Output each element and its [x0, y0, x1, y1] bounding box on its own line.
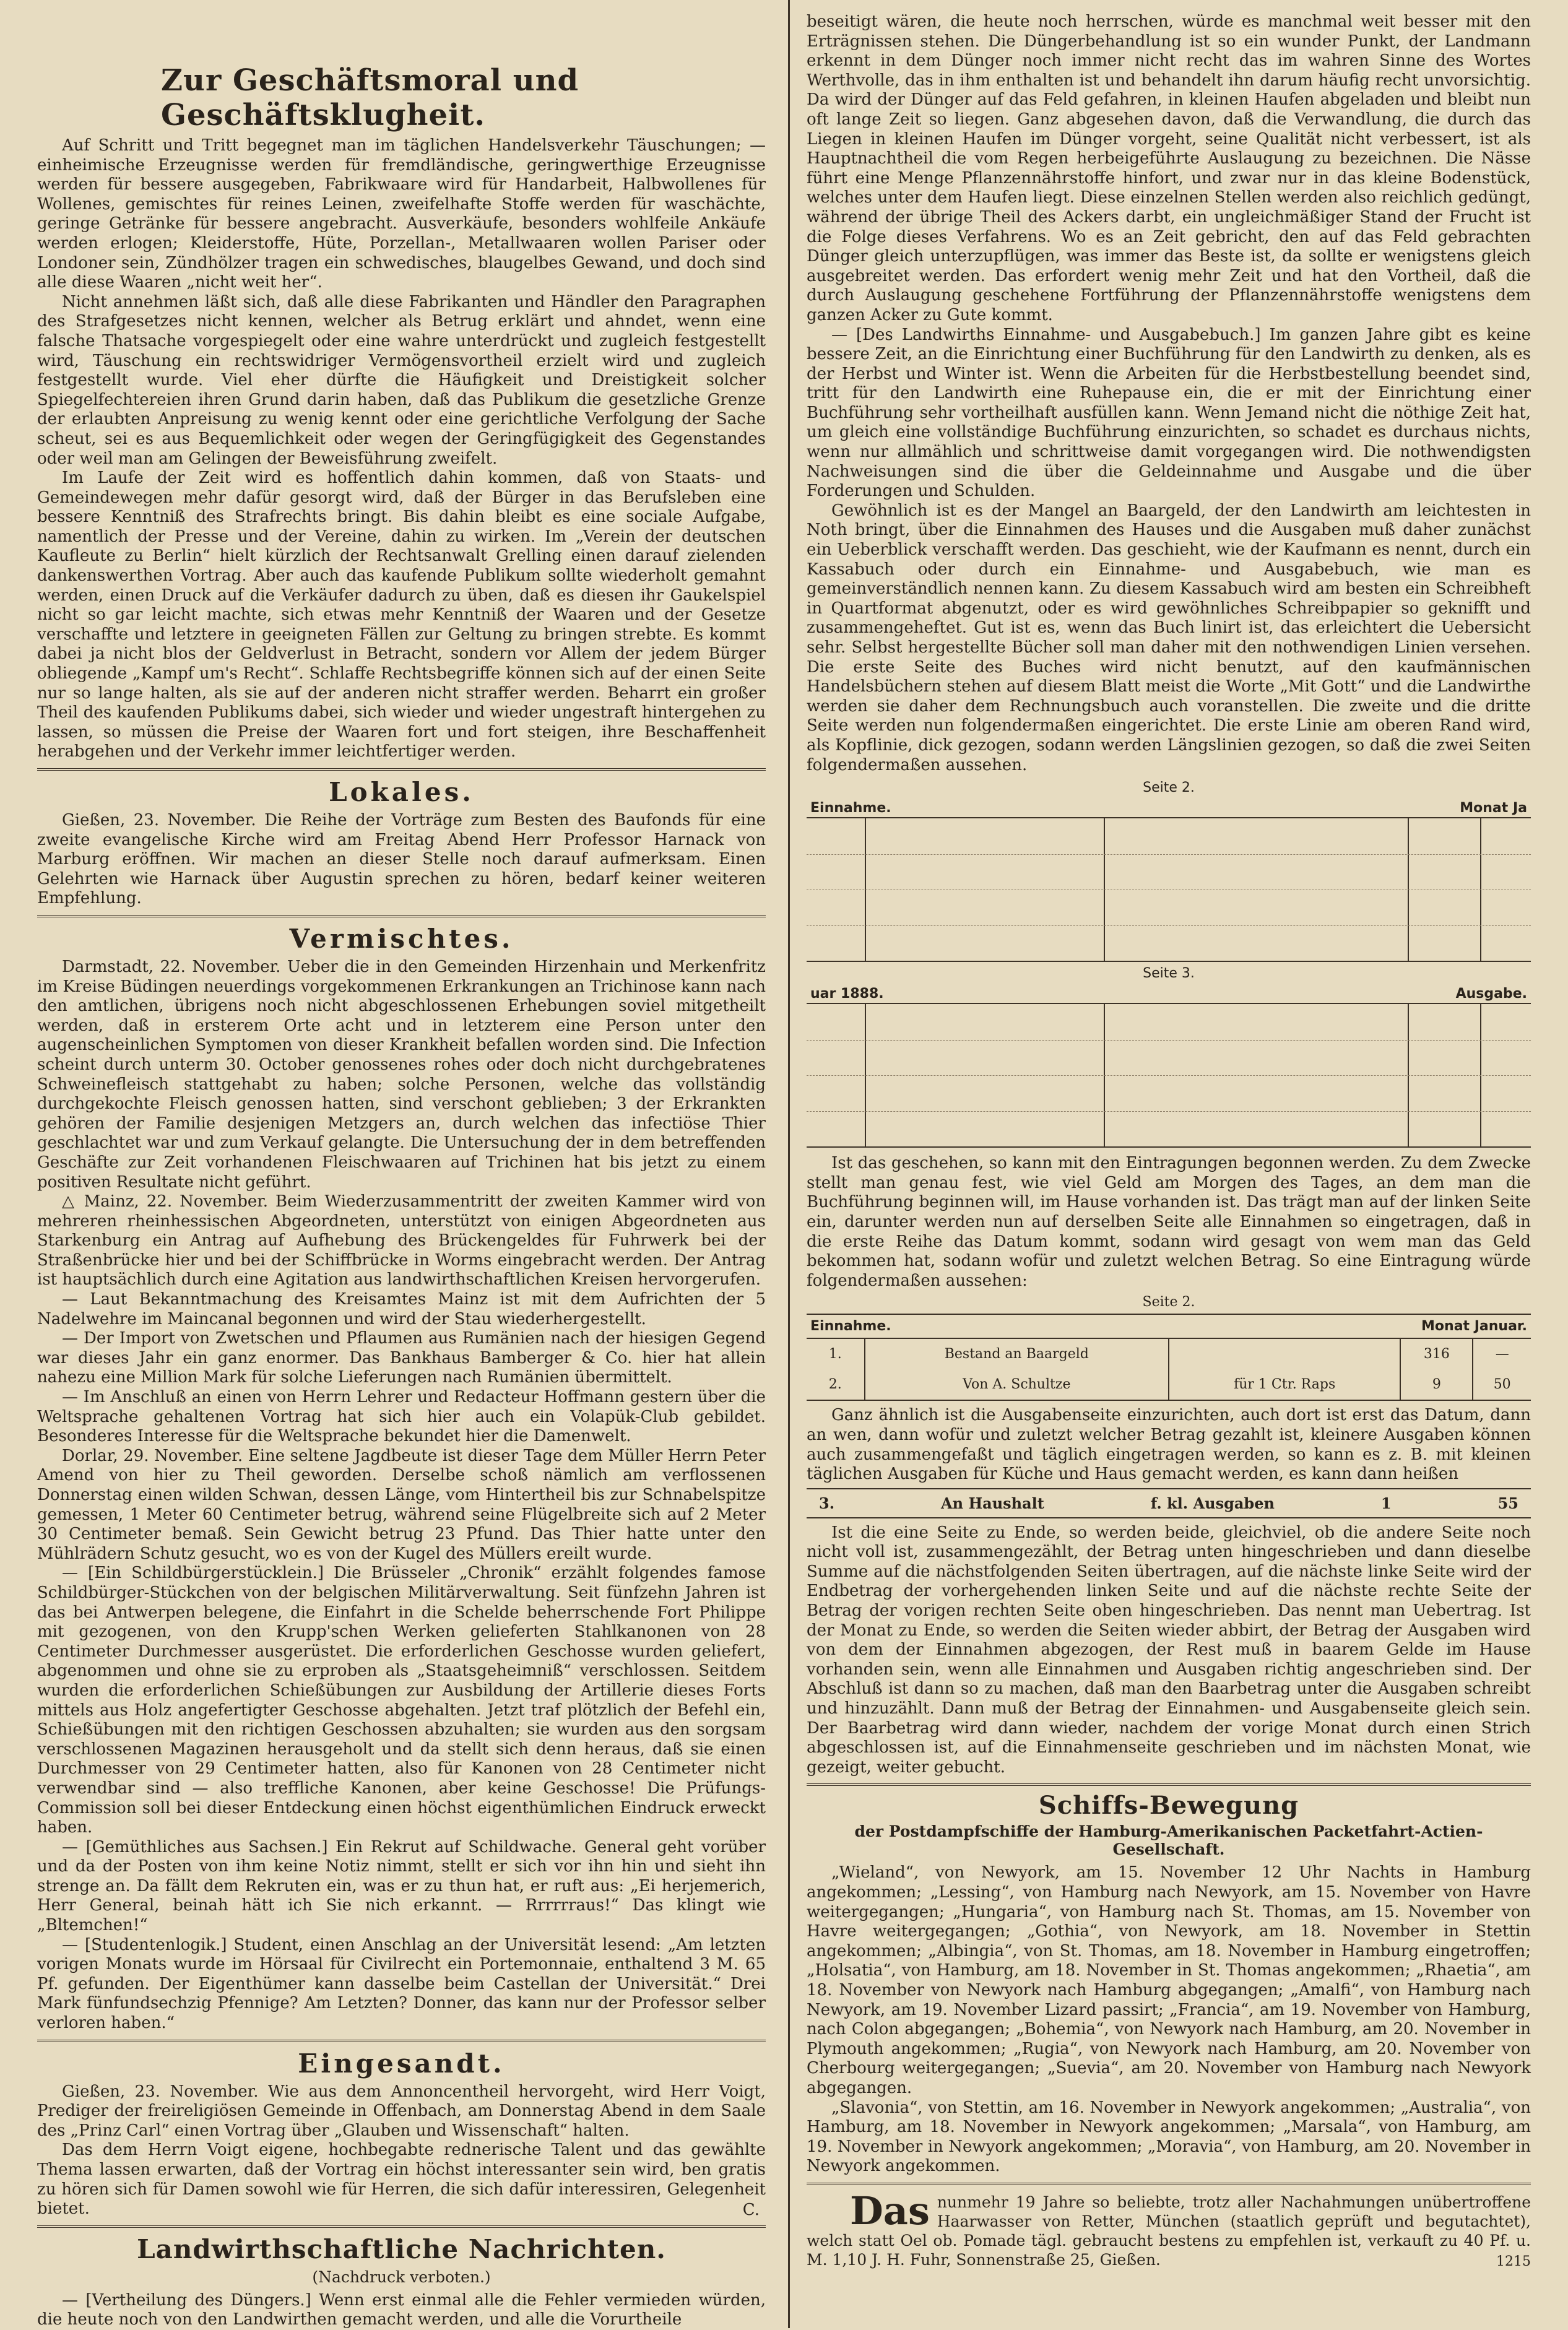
author-signature: C. — [742, 2200, 760, 2219]
article-paragraph: — [Gemüthliches aus Sachsen.] Ein Rekrut auf Schildwache. General geht vorüber und da der Posten von ihm keine Notiz nimmt, stellt er sich vor ihn hin und sieht ihn strenge an. Da fällt dem Rekruten ein, was er zu thun hat, er ruft aus: „Ei herjemerich, Herr General, beinah hätt ich Sie nich erkannt. — Rrrrrraus!“ Das klingt wie „Bltemchen!“ — [37, 1837, 766, 1935]
section-title-lokales: Lokales. — [329, 777, 474, 807]
table-row — [807, 1369, 1531, 1400]
ledger-caption: Seite 2. — [1143, 780, 1195, 796]
right-column — [795, 0, 1568, 2328]
article-paragraph: Das dem Herrn Voigt eigene, hochbegabte rednerische Talent und das gewählte Thema lassen erwarten, daß der Vortrag ein höchst interessanter sein wird, ben gratis zu hören sich für Damen sowohl wie für Herren, die sich dafür interessiren, Gelegenheit bietet. — [37, 2141, 766, 2219]
income-entry-table — [807, 1314, 1531, 1401]
entry-number: 3. — [819, 1494, 835, 1512]
article-paragraph: Gewöhnlich ist es der Mangel an Baargeld, der den Landwirth am leichtesten in Noth bringt, über die Einnahmen des Hauses und die Ausgaben muß daher zunächst ein Ueberblick verschafft werden. Das geschieht, wie der Kaufmann es nennt, durch ein Kassabuch oder durch ein Einnahme- und Ausgabebuch, wie man es gemeinverständlich nennen kann. Zu diesem Kassabuch wird am besten ein Schreibheft in Quartformat abgenutzt, oder es wird gewöhnliches Schreibpapier so geknifft und zusammengeheftet. Gut ist es, wenn das Buch linirt ist, das erleichtert die Uebersicht sehr. Selbst hergestellte Bücher soll man daher mit den nothwendigen Linien versehen. Die erste Seite des Buches wird nicht benutzt, auf den kaufmännischen Handelsbüchern stehen auf diesem Blatt meist die Worte „Mit Gott“ und die Landwirthe werden sie daher dem Rechnungsbuch auch voranstellen. Die zweite und die dritte Seite werden nun folgendermaßen eingerichtet. Die erste Linie am oberen Rand wird, als Kopflinie, dick gezogen, sodann werden Längslinien gezogen, so daß die zwei Seiten folgendermaßen aussehen. — [807, 501, 1531, 774]
article-title-business-morals: Zur Geschäftsmoral und Geschäftsklugheit. — [161, 63, 579, 132]
article-paragraph: „Wieland“, von Newyork, am 15. November 12 Uhr Nachts in Hamburg angekommen; „Lessing“, von Hamburg nach Newyork, am 15. November von Havre weitergegangen; „Hungaria“, von Hamburg nach St. Thomas, am 15. November von Havre weitergegangen; „Gothia“, von Newyork, am 18. November in Stettin angekommen; „Albingia“, von St. Thomas, am 18. November in Hamburg eingetroffen; „Holsatia“, von Hamburg, am 18. November in St. Thomas angekommen; „Rhaetia“, am 18. November von Newyork nach Hamburg abgegangen; „Amalfi“, von Hamburg nach Newyork, am 19. November Lizard passirt; „Francia“, am 19. November von Hamburg, nach Colon abgegangen; „Bohemia“, von Newyork nach Hamburg, am 20. November in Plymouth angekommen; „Rugia“, von Newyork nach Hamburg, am 20. November von Cherbourg weitergegangen; „Suevia“, am 20. November von Hamburg nach Newyork abgegangen. — [807, 1863, 1531, 2097]
article-paragraph: Nicht annehmen läßt sich, daß alle diese Fabrikanten und Händler den Paragraphen des Strafgesetzes nicht kennen, welcher als Betrug erklärt und ahndet, wenn eine falsche Thatsache vorgespiegelt oder eine wahre unterdrückt und zugleich festgestellt wird, Täuschung ein rechtswidriger Vermögensvortheil erzielt wird und zugleich festgestellt wurde. Viel eher dürfte die Häufigkeit und Dreistigkeit solcher Spiegelfechtereien ihren Grund darin haben, daß das Publikum die gesetzliche Grenze der erlaubten Anpreisung zu wenig kennt oder eine gerichtliche Verfolgung der Sache scheut, sei es aus Bequemlichkeit oder wegen der Geringfügigkeit des Gegenstandes oder weil man am Gelingen der Beweisführung zweifelt. — [37, 292, 766, 468]
household-entry-row — [807, 1488, 1531, 1518]
article-paragraph: Ist das geschehen, so kann mit den Eintragungen begonnen werden. Zu dem Zwecke stellt man genau fest, wie viel Geld am Morgen des Tages, an dem man die Buchführung beginnen will, im Hause vorhanden ist. Das trägt man auf der linken Seite ein, darunter werden nun auf derselben Seite alle Einnahmen so eingetragen, daß in die erste Reihe das Datum kommt, sodann wird gesagt von wem man das Geld bekommen hat, sodann wofür und zuletzt welchen Betrag. So eine Eintragung würde folgendermaßen aussehen: — [807, 1154, 1531, 1290]
entry-text: Bestand an Baargeld — [865, 1338, 1169, 1369]
article-paragraph: Im Laufe der Zeit wird es hoffentlich dahin kommen, daß von Staats- und Gemeindewegen mehr dafür gesorgt wird, daß der Bürger in das Berufsleben eine bessere Kenntniß des Strafrechts bringt. Bis dahin bleibt es eine sociale Aufgabe, namentlich der Presse und der Vereine, dahin zu wirken. Im „Verein der deutschen Kaufleute zu Berlin“ hielt kürzlich der Rechtsanwalt Grelling einen darauf zielenden dankenswerthen Vortrag. Aber auch das kaufende Publikum sollte wiederholt gemahnt werden, einen Druck auf die Verkäufer dadurch zu üben, daß es diesen ihr Gaukelspiel nicht so gar leicht machte, sich etwas mehr Kenntniß der Waaren und der Gesetze verschaffte und letztere in geeigneten Fällen zur Geltung zu bringen strebte. Es kommt dabei ja nicht blos der Geldverlust in Betracht, sondern vor Allem der jedem Bürger obliegende „Kampf um's Recht“. Schlaffe Rechtsbegriffe können sich auf der einen Seite nur so lange halten, als sie auf der anderen nicht straffer werden. Beharrt ein großer Theil des kaufenden Publikums dabei, sich wieder und wieder ungestraft hintergehen zu lassen, so müssen die Preise der Waaren fort und fort steigen, ihre Beschaffenheit herabgehen und der Verkehr immer leichtfertiger werden. — [37, 469, 766, 761]
ledger-grid — [807, 817, 1531, 962]
advertisement-hair-tonic — [807, 2183, 1531, 2269]
entry-number: 2. — [807, 1369, 865, 1400]
section-divider — [37, 2040, 766, 2042]
table-row — [807, 1338, 1531, 1369]
article-paragraph: — [Des Landwirths Einnahme- und Ausgabebuch.] Im ganzen Jahre gibt es keine bessere Zeit, an die Einrichtung einer Buchführung für den Landwirth zu denken, als es der Herbst und Winter ist. Wenn die Arbeiten für die Herbstbestellung beendet sind, tritt für den Landwirth eine Ruhepause ein, die er mit der Einrichtung einer Buchführung sehr vortheilhaft ausfüllen kann. Wenn Jemand nicht die nöthige Zeit hat, um gleich eine vollständige Buchführung einzurichten, so schadet es durchaus nichts, wenn nur allmählich und schrittweise damit vorgegangen wird. Die nothwendigsten Nachweisungen sind die über die Geldeinnahme und Ausgabe und die über Forderungen und Schulden. — [807, 325, 1531, 501]
left-column — [0, 0, 783, 2328]
entry-pfennig: 55 — [1497, 1494, 1518, 1512]
section-title-vermischtes: Vermischtes. — [289, 923, 514, 954]
ledger-caption: Seite 3. — [1143, 966, 1195, 982]
article-paragraph: Ist die eine Seite zu Ende, so werden beide, gleichviel, ob die andere Seite noch nicht voll ist, zusammengezählt, der Betrag unten hingeschrieben und dann dieselbe Summe auf die nächstfolgenden Seiten übertragen, auf die nächste linke Seite wird der Endbetrag der vorhergehenden linken Seite und auf die nächste rechte Seite der Betrag der vorigen rechten Seite oben hingeschrieben. Das nennt man Uebertrag. Ist der Monat zu Ende, so werden die Seiten wieder abbirt, der Betrag der Ausgaben wird von dem der Einnahmen abgezogen, der Rest muß in baarem Gelde im Hause vorhanden sein, wenn alle Einnahmen und Ausgaben richtig angeschrieben sind. Der Abschluß ist dann so zu machen, daß man den Baarbetrag unter die Ausgaben schreibt und hinzuzählt. Dann muß der Betrag der Einnahmen- und Ausgabenseite gleich sein. Der Baarbetrag wird dann wieder, nachdem der vorige Monat durch einen Strich abgeschlossen ist, auf die Einnahmenseite geschrieben und im nächsten Monat, wie gezeigt, weiter gebucht. — [807, 1523, 1531, 1777]
ledger-header-left: uar 1888. — [810, 986, 884, 1002]
table-header-right: Monat Januar. — [1400, 1314, 1531, 1338]
article-paragraph: Darmstadt, 22. November. Ueber die in den Gemeinden Hirzenhain und Merkenfritz im Kreise Büdingen neuerdings vorgekommenen Erkrankungen an Trichinose kann nach den amtlichen, übrigens noch nicht abgeschlossenen Erhebungen soviel mitgetheilt werden, daß in ersterem Orte acht und in letzterem eine Person unter den augenscheinlichen Symptomen von dieser Krankheit befallen worden sind. Die Infection scheint durch unterm 30. October genossenes rohes oder doch nicht durchgebratenes Schweinefleisch stattgehabt zu haben; solche Personen, welche das vollständig durchgekochte Fleisch genossen hatten, sind verschont geblieben; 3 der Erkrankten gehören der Familie desjenigen Metzgers an, durch welchen das infectiöse Thier geschlachtet war und zum Verkauf gelangte. Die Untersuchung der in dem betreffenden Geschäfte zur Zeit vorhandenen Fleischwaaren auf Trichinen hat bis jetzt zu einem positiven Resultate nicht geführt. — [37, 957, 766, 1192]
section-title-ship-movements: Schiffs-Bewegung — [1038, 1791, 1299, 1821]
article-paragraph: „Slavonia“, von Stettin, am 16. November in Newyork angekommen; „Australia“, von Hamburg, am 18. November in Newyork angekommen; „Marsala“, von Hamburg, am 19. November in Newyork angekommen; „Moravia“, von Hamburg, am 20. November in Newyork angekommen. — [807, 2098, 1531, 2176]
section-subtitle: (Nachdruck verboten.) — [312, 2267, 491, 2286]
ad-number: 1215 — [1496, 2253, 1531, 2269]
article-paragraph: — [Ein Schildbürgerstücklein.] Die Brüsseler „Chronik“ erzählt folgendes famose Schildbürger-Stückchen von der belgischen Militärverwaltung. Seit fünfzehn Jahren ist das bei Antwerpen belegene, die Einfahrt in die Schelde beherrschende Fort Philippe mit gezogenen, von den Krupp'schen Werken gelieferten Stahlkanonen von 28 Centimeter Durchmesser ausgerüstet. Die erforderlichen Geschosse wurden geliefert, abgenommen und ohne sie zu erproben als „Staatsgeheimniß“ verschlossen. Seitdem wurden die erforderlichen Schießübungen zur Ausbildung der Artillerie dieses Forts mittels aus Holz angefertigter Geschosse abgehalten. Jetzt traf plötzlich der Befehl ein, Schießübungen mit den richtigen Geschossen abzuhalten; sie wurden aus den sorgsam verschlossenen Magazinen herausgeholt und da stellt sich denn heraus, daß sie einen Durchmesser von 29 Centimeter hatten, also für Kanonen von 28 Centimeter nicht verwendbar sind — also treffliche Kanonen, aber keine Geschosse! Die Prüfungs-Commission soll bei dieser Entdeckung einen höchst eigenthümlichen Eindruck erweckt haben. — [37, 1564, 766, 1837]
table-header-left: Einnahme. — [807, 1314, 1400, 1338]
ledger-header — [807, 985, 1531, 1003]
article-paragraph: Gießen, 23. November. Wie aus dem Annoncentheil hervorgeht, wird Herr Voigt, Prediger der freireligiösen Gemeinde in Offenbach, am Donnerstag Abend in dem Saale des „Prinz Carl“ einen Vortrag über „Glauben und Wissenschaft“ halten. — [37, 2082, 766, 2140]
entry-purpose: für 1 Ctr. Raps — [1169, 1369, 1400, 1400]
article-paragraph: — Der Import von Zwetschen und Pflaumen aus Rumänien nach der hiesigen Gegend war dieses Jahr ein ganz enormer. Das Bankhaus Bamberger & Co. hier hat allein nahezu eine Million Mark für solche Lieferungen nach Rumänien übermittelt. — [37, 1329, 766, 1387]
entry-text: Von A. Schultze — [865, 1369, 1169, 1400]
article-paragraph: Gießen, 23. November. Die Reihe der Vorträge zum Besten des Baufonds für eine zweite evangelische Kirche wird am Freitag Abend Herr Professor Harnack von Marburg eröffnen. Wir machen an dieser Stelle noch darauf aufmerksam. Einen Gelehrten wie Harnack über Augustin sprechen zu hören, bedarf keiner weiteren Empfehlung. — [37, 811, 766, 908]
table-caption: Seite 2. — [1142, 1294, 1195, 1310]
entry-mark: 1 — [1380, 1494, 1392, 1512]
article-paragraph: Ganz ähnlich ist die Ausgabenseite einzurichten, auch dort ist erst das Datum, dann an wen, dann wofür und zuletzt welcher Betrag gezahlt ist, kleinere Ausgaben können auch zusammengefaßt und täglich eingetragen werden, so kann es z. B. mit kleinen täglichen Ausgaben für Küche und Haus gemacht werden, es kann dann heißen — [807, 1406, 1531, 1484]
column-divider — [788, 0, 790, 2328]
ledger-header-right: Monat Ja — [1460, 800, 1527, 816]
article-paragraph: beseitigt wären, die heute noch herrschen, würde es manchmal weit besser mit den Erträgnissen stehen. Die Düngerbehandlung ist so ein wunder Punkt, der Landmann erkennt in dem Dünger noch immer nicht recht das im wahren Sinne des Wortes Werthvolle, das in ihm enthalten ist und behandelt ihn darum häufig recht unvorsichtig. Da wird der Dünger auf das Feld gefahren, in kleinen Haufen abgeladen und bleibt nun oft lange Zeit so liegen. Ganz abgesehen davon, daß die Verwandlung, die durch das Liegen in kleinen Haufen im Dünger vorgeht, seine Qualität nicht verbessert, ist als Hauptnachtheil die vom Regen herbeigeführte Auslaugung zu bezeichnen. Die Nässe führt eine Menge Pflanzennährstoffe hinfort, und zwar nur in das kleine Bodenstück, welches unter dem Haufen liegt. Diese einzelnen Stellen werden also reichlich gedüngt, während der übrige Theil des Ackers darbt, ein ungleichmäßiger Stand der Frucht ist die Folge dieses Verfahrens. Wo es an Zeit gebricht, den auf das Feld gebrachten Dünger gleich unterzupflügen, was immer das Beste ist, da sollte er wenigstens gleich ausgebreitet werden. Das erfordert wenig mehr Zeit und hat den Vortheil, daß die durch Auslaugung geschehene Fortführung der Pflanzennährstoffe wenigstens dem ganzen Acker zu Gute kommt. — [807, 12, 1531, 324]
entry-pfennig: 50 — [1473, 1369, 1531, 1400]
article-paragraph: △ Mainz, 22. November. Beim Wiederzusammentritt der zweiten Kammer wird von mehreren rheinhessischen Abgeordneten, unterstützt von einigen Abgeordneten aus Starkenburg ein Antrag auf Aufhebung des Brückengeldes für Fuhrwerk bei der Straßenbrücke hier und bei der Schiffbrücke in Worms eingebracht werden. Der Antrag ist hauptsächlich durch eine Agitation aus landwirthschaftlichen Kreisen hervorgerufen. — [37, 1192, 766, 1289]
ledger-grid — [807, 1003, 1531, 1148]
article-paragraph: — Laut Bekanntmachung des Kreisamtes Mainz ist mit dem Aufrichten der 5 Nadelwehre im Maincanal begonnen und wird der Stau wiederhergestellt. — [37, 1290, 766, 1328]
entry-purpose — [1169, 1338, 1400, 1369]
article-paragraph: Auf Schritt und Tritt begegnet man im täglichen Handelsverkehr Täuschungen; — einheimische Erzeugnisse werden für fremdländische, geringwerthige Erzeugnisse werden für bessere ausgegeben, Fabrikwaare wird für Handarbeit, Halbwollenes für Wollenes, gemischtes für reines Leinen, zweifelhafte Stoffe werden für waschächte, geringe Getränke für bessere angebracht. Ausverkäufe, besonders wohlfeile Ankäufe werden erlogen; Kleiderstoffe, Hüte, Porzellan-, Metallwaaren wollen Pariser oder Londoner sein, Zündhölzer tragen ein schwedisches, blaugelbes Gewand, und doch sind alle diese Waaren „nicht weit her“. — [37, 136, 766, 292]
entry-mark: 9 — [1400, 1369, 1473, 1400]
section-subtitle: der Postdampfschiffe der Hamburg-Amerikanischen Packetfahrt-Actien-Gesellschaft. — [854, 1822, 1483, 1859]
entry-mark: 316 — [1400, 1338, 1473, 1369]
ledger-header-left: Einnahme. — [810, 800, 891, 816]
section-divider — [807, 1783, 1531, 1786]
section-divider — [37, 2225, 766, 2228]
section-divider — [37, 768, 766, 771]
article-paragraph: — Im Anschluß an einen von Herrn Lehrer und Redacteur Hoffmann gestern über die Weltsprache gehaltenen Vortrag hat sich hier auch ein Volapük-Club gebildet. Besonderes Interesse für die Weltsprache bekundet hier die Damenwelt. — [37, 1388, 766, 1446]
entry-pfennig: — — [1495, 1346, 1509, 1362]
entry-number: 1. — [807, 1338, 865, 1369]
section-divider — [37, 915, 766, 917]
article-paragraph: — [Studentenlogik.] Student, einen Anschlag an der Universität lesend: „Am letzten vorigen Monats wurde im Hörsaal für Civilrecht ein Portemonnaie, enthaltend 3 M. 65 Pf. gefunden. Der Eigenthümer kann dasselbe beim Castellan der Universität.“ Drei Mark fünfundsechzig Pfennige? Am Letzten? Donner, das kann nur der Professor selber verloren haben.“ — [37, 1935, 766, 2033]
ledger-header — [807, 799, 1531, 817]
ledger-sample-income — [807, 780, 1531, 1148]
section-title-eingesandt: Eingesandt. — [298, 2048, 505, 2079]
ad-text: nunmehr 19 Jahre so beliebte, trotz aller Nachahmungen unübertroffene Haarwasser von Retter, München (staatlich geprüft und begutachtet), welch statt Oel ob. Pomade tägl. gebraucht bestens zu empfehlen ist, verkauft zu 40 Pf. u. M. 1,10 J. H. Fuhr, Sonnenstraße 25, Gießen. — [807, 2193, 1531, 2269]
ledger-header-right: Ausgabe. — [1455, 986, 1527, 1002]
entry-text: An Haushalt — [941, 1494, 1044, 1512]
entry-purpose: f. kl. Ausgaben — [1150, 1494, 1275, 1512]
ad-headline: Das — [850, 2188, 930, 2233]
article-paragraph: Dorlar, 29. November. Eine seltene Jagdbeute ist dieser Tage dem Müller Herrn Peter Amend von hier zu Theil geworden. Derselbe schoß nämlich am verflossenen Donnerstag einen wilden Schwan, dessen Länge, vom Hintertheil bis zur Schnabelspitze gemessen, 1 Meter 60 Centimeter betrug, während seine Flügelbreite sich auf 2 Meter 30 Centimeter bemaß. Sein Gewicht betrug 23 Pfund. Das Thier hatte unter den Mühlrädern Schutz gesucht, wo es von der Kugel des Müllers ereilt wurde. — [37, 1446, 766, 1563]
article-paragraph: — [Vertheilung des Düngers.] Wenn erst einmal alle die Fehler vermieden würden, die heute noch von den Landwirthen gemacht werden, und alle die Vorurtheile — [37, 2290, 766, 2329]
section-title-landwirthschaft: Landwirthschaftliche Nachrichten. — [137, 2233, 666, 2264]
